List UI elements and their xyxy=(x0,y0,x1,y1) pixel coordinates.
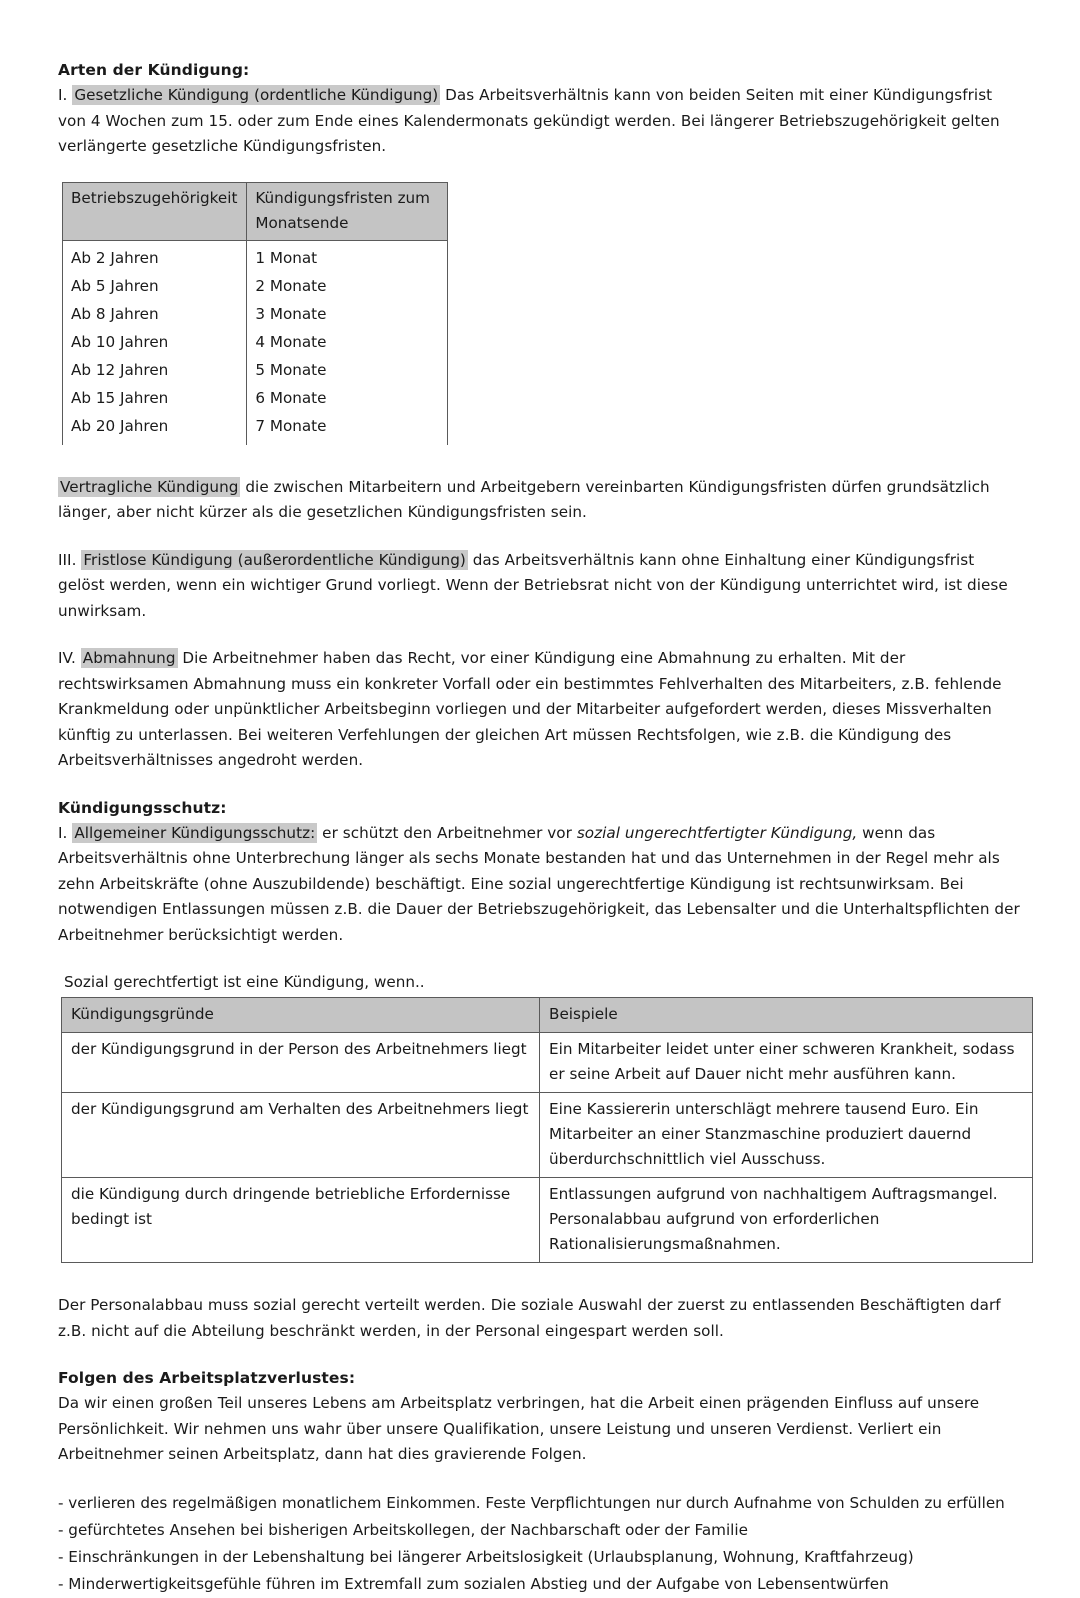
highlight-vertragliche-kuendigung: Vertragliche Kündigung xyxy=(60,477,239,496)
section-heading-folgen: Folgen des Arbeitsplatzverlustes: xyxy=(58,1369,356,1387)
cell-beispiel: Entlassungen aufgrund von nachhaltigem Auftragsmangel. Personalabbau aufgrund von erforderlichen Rationalisierungsmaßnahmen. xyxy=(540,1178,1033,1263)
paragraph-gesetzliche-kuendigung xyxy=(58,83,1023,160)
table-row xyxy=(63,240,448,273)
cell-betriebszugehoerigkeit: Ab 2 Jahren xyxy=(63,240,247,273)
cell-frist: 7 Monate xyxy=(247,413,448,445)
column-header-kuendigungsfristen: Kündigungsfristen zum Monatsende xyxy=(247,182,448,240)
cell-frist: 4 Monate xyxy=(247,329,448,357)
cell-betriebszugehoerigkeit: Ab 15 Jahren xyxy=(63,385,247,413)
folgen-bullet-list xyxy=(58,1490,1032,1598)
list-item: - Minderwertigkeitsgefühle führen im Extremfall zum sozialen Abstieg und der Aufgabe von Lebensentwürfen xyxy=(58,1574,889,1593)
highlight-allgemeiner-kuendigungsschutz: Allgemeiner Kündigungsschutz: xyxy=(74,823,316,842)
table-header-row xyxy=(63,182,448,240)
cell-frist: 2 Monate xyxy=(247,273,448,301)
table-row xyxy=(62,1178,1033,1263)
cell-frist: 3 Monate xyxy=(247,301,448,329)
table-row xyxy=(63,385,448,413)
list-item: - Einschränkungen in der Lebenshaltung bei längerer Arbeitslosigkeit (Urlaubsplanung, Wohnung, Kraftfahrzeug) xyxy=(58,1547,914,1566)
italic-sozial-ungerechtfertigter: sozial ungerechtfertigter Kündigung, xyxy=(576,823,858,842)
paragraph-personalabbau: Der Personalabbau muss sozial gerecht verteilt werden. Die soziale Auswahl der zuerst zu entlassenden Beschäftigten darf z.B. nicht auf die Abteilung beschränkt werden, in der Personal eingespart werden soll. xyxy=(58,1296,1001,1340)
cell-betriebszugehoerigkeit: Ab 20 Jahren xyxy=(63,413,247,445)
cell-kuendigungsgrund: der Kündigungsgrund am Verhalten des Arbeitnehmers liegt xyxy=(62,1093,540,1178)
cell-betriebszugehoerigkeit: Ab 8 Jahren xyxy=(63,301,247,329)
table-row xyxy=(63,301,448,329)
table-row xyxy=(63,357,448,385)
column-header-beispiele: Beispiele xyxy=(540,998,1033,1033)
highlight-gesetzliche-kuendigung: Gesetzliche Kündigung (ordentliche Kündigung) xyxy=(74,86,439,104)
list-numeral-i-schutz: I. xyxy=(58,823,68,842)
paragraph-vertragliche-kuendigung xyxy=(58,475,1023,526)
table-row xyxy=(62,1093,1033,1178)
paragraph-gesetzliche-kuendigung-body: Das Arbeitsverhältnis kann von beiden Seiten mit einer Kündigungsfrist von 4 Wochen zum 15. oder zum Ende eines Kalendermonats gekündigt werden. Bei längerer Betriebszugehörigkeit gelten verlängerte gesetzliche Kündigungsfristen. xyxy=(58,86,1000,155)
paragraph-allgemeiner-kuendigungsschutz xyxy=(58,821,1023,949)
highlight-fristlose-kuendigung: Fristlose Kündigung (außerordentliche Kündigung) xyxy=(83,550,466,569)
paragraph-abmahnung-body: Die Arbeitnehmer haben das Recht, vor einer Kündigung eine Abmahnung zu erhalten. Mit der rechtswirksamen Abmahnung muss ein konkreter Vorfall oder ein bestimmtes Fehlverhalten des Mitarbeiters, z.B. fehlende Krankmeldung oder unpünktlicher Arbeitsbeginn vorliegen und der Mitarbeiter aufgefordert werden, dieses Missverhalten künftig zu unterlassen. Bei weiteren Verfehlungen der gleichen Art müssen Rechtsfolgen, wie z.B. die Kündigung des Arbeitsverhältnisses angedroht werden. xyxy=(58,649,1002,769)
section-heading-arten: Arten der Kündigung: xyxy=(58,61,250,79)
section-heading-kuendigungsschutz: Kündigungsschutz: xyxy=(58,798,227,817)
paragraph-fristlose-kuendigung xyxy=(58,548,1023,625)
table-header-row xyxy=(62,998,1033,1033)
list-numeral-iii: III. xyxy=(58,550,77,569)
cell-beispiel: Eine Kassiererin unterschlägt mehrere tausend Euro. Ein Mitarbeiter an einer Stanzmaschine produziert dauernd überdurchschnittlich viel Ausschuss. xyxy=(540,1093,1033,1178)
paragraph-schutz-after: wenn das Arbeitsverhältnis ohne Unterbrechung länger als sechs Monate bestanden hat und das Unternehmen in der Regel mehr als zehn Arbeitskräfte (ohne Auszubildende) beschäftigt. Eine sozial ungerechtfertige Kündigung ist rechtsunwirksam. Bei notwendigen Entlassungen müssen z.B. die Dauer der Betriebszugehörigkeit, das Lebensalter und die Unterhaltspflichten der Arbeitnehmer berücksichtigt werden. xyxy=(58,823,1020,944)
cell-betriebszugehoerigkeit: Ab 12 Jahren xyxy=(63,357,247,385)
list-item: - gefürchtetes Ansehen bei bisherigen Arbeitskollegen, der Nachbarschaft oder der Familie xyxy=(58,1520,748,1539)
list-numeral-iv: IV. xyxy=(58,649,76,667)
table-intro-line: Sozial gerechtfertigt ist eine Kündigung, wenn.. xyxy=(64,973,425,991)
cell-kuendigungsgrund: der Kündigungsgrund in der Person des Arbeitnehmers liegt xyxy=(62,1033,540,1093)
table-row xyxy=(63,329,448,357)
table-row xyxy=(62,1033,1033,1093)
table-row xyxy=(63,273,448,301)
kuendigungsgruende-table xyxy=(61,997,1033,1263)
cell-frist: 1 Monat xyxy=(247,240,448,273)
cell-frist: 5 Monate xyxy=(247,357,448,385)
kuendigungsfristen-table xyxy=(62,182,448,445)
cell-betriebszugehoerigkeit: Ab 10 Jahren xyxy=(63,329,247,357)
list-numeral-i: I. xyxy=(58,86,68,104)
column-header-kuendigungsgruende: Kündigungsgründe xyxy=(62,998,540,1033)
column-header-betriebszugehoerigkeit: Betriebszugehörigkeit xyxy=(63,182,247,240)
paragraph-abmahnung xyxy=(58,646,1023,774)
cell-beispiel: Ein Mitarbeiter leidet unter einer schweren Krankheit, sodass er seine Arbeit auf Dauer nicht mehr ausführen kann. xyxy=(540,1033,1033,1093)
paragraph-schutz-before: er schützt den Arbeitnehmer vor xyxy=(317,823,577,842)
highlight-abmahnung: Abmahnung xyxy=(82,649,176,667)
cell-betriebszugehoerigkeit: Ab 5 Jahren xyxy=(63,273,247,301)
table-row xyxy=(63,413,448,445)
cell-kuendigungsgrund: die Kündigung durch dringende betriebliche Erfordernisse bedingt ist xyxy=(62,1178,540,1263)
cell-frist: 6 Monate xyxy=(247,385,448,413)
paragraph-vertragliche-kuendigung-body: die zwischen Mitarbeitern und Arbeitgebern vereinbarten Kündigungsfristen dürfen grundsätzlich länger, aber nicht kürzer als die gesetzlichen Kündigungsfristen sein. xyxy=(58,477,990,521)
paragraph-fristlose-kuendigung-body: das Arbeitsverhältnis kann ohne Einhaltung einer Kündigungsfrist gelöst werden, wenn ein wichtiger Grund vorliegt. Wenn der Betriebsrat nicht von der Kündigung unterrichtet wird, ist diese unwirksam. xyxy=(58,550,1008,620)
paragraph-folgen-intro: Da wir einen großen Teil unseres Lebens am Arbeitsplatz verbringen, hat die Arbeit einen prägenden Einfluss auf unsere Persönlichkeit. Wir nehmen uns wahr über unsere Qualifikation, unsere Leistung und unseren Verdienst. Verliert ein Arbeitnehmer seinen Arbeitsplatz, dann hat dies gravierende Folgen. xyxy=(58,1394,980,1463)
list-item: - verlieren des regelmäßigen monatlichem Einkommen. Feste Verpflichtungen nur durch Aufnahme von Schulden zu erfüllen xyxy=(58,1493,1005,1512)
